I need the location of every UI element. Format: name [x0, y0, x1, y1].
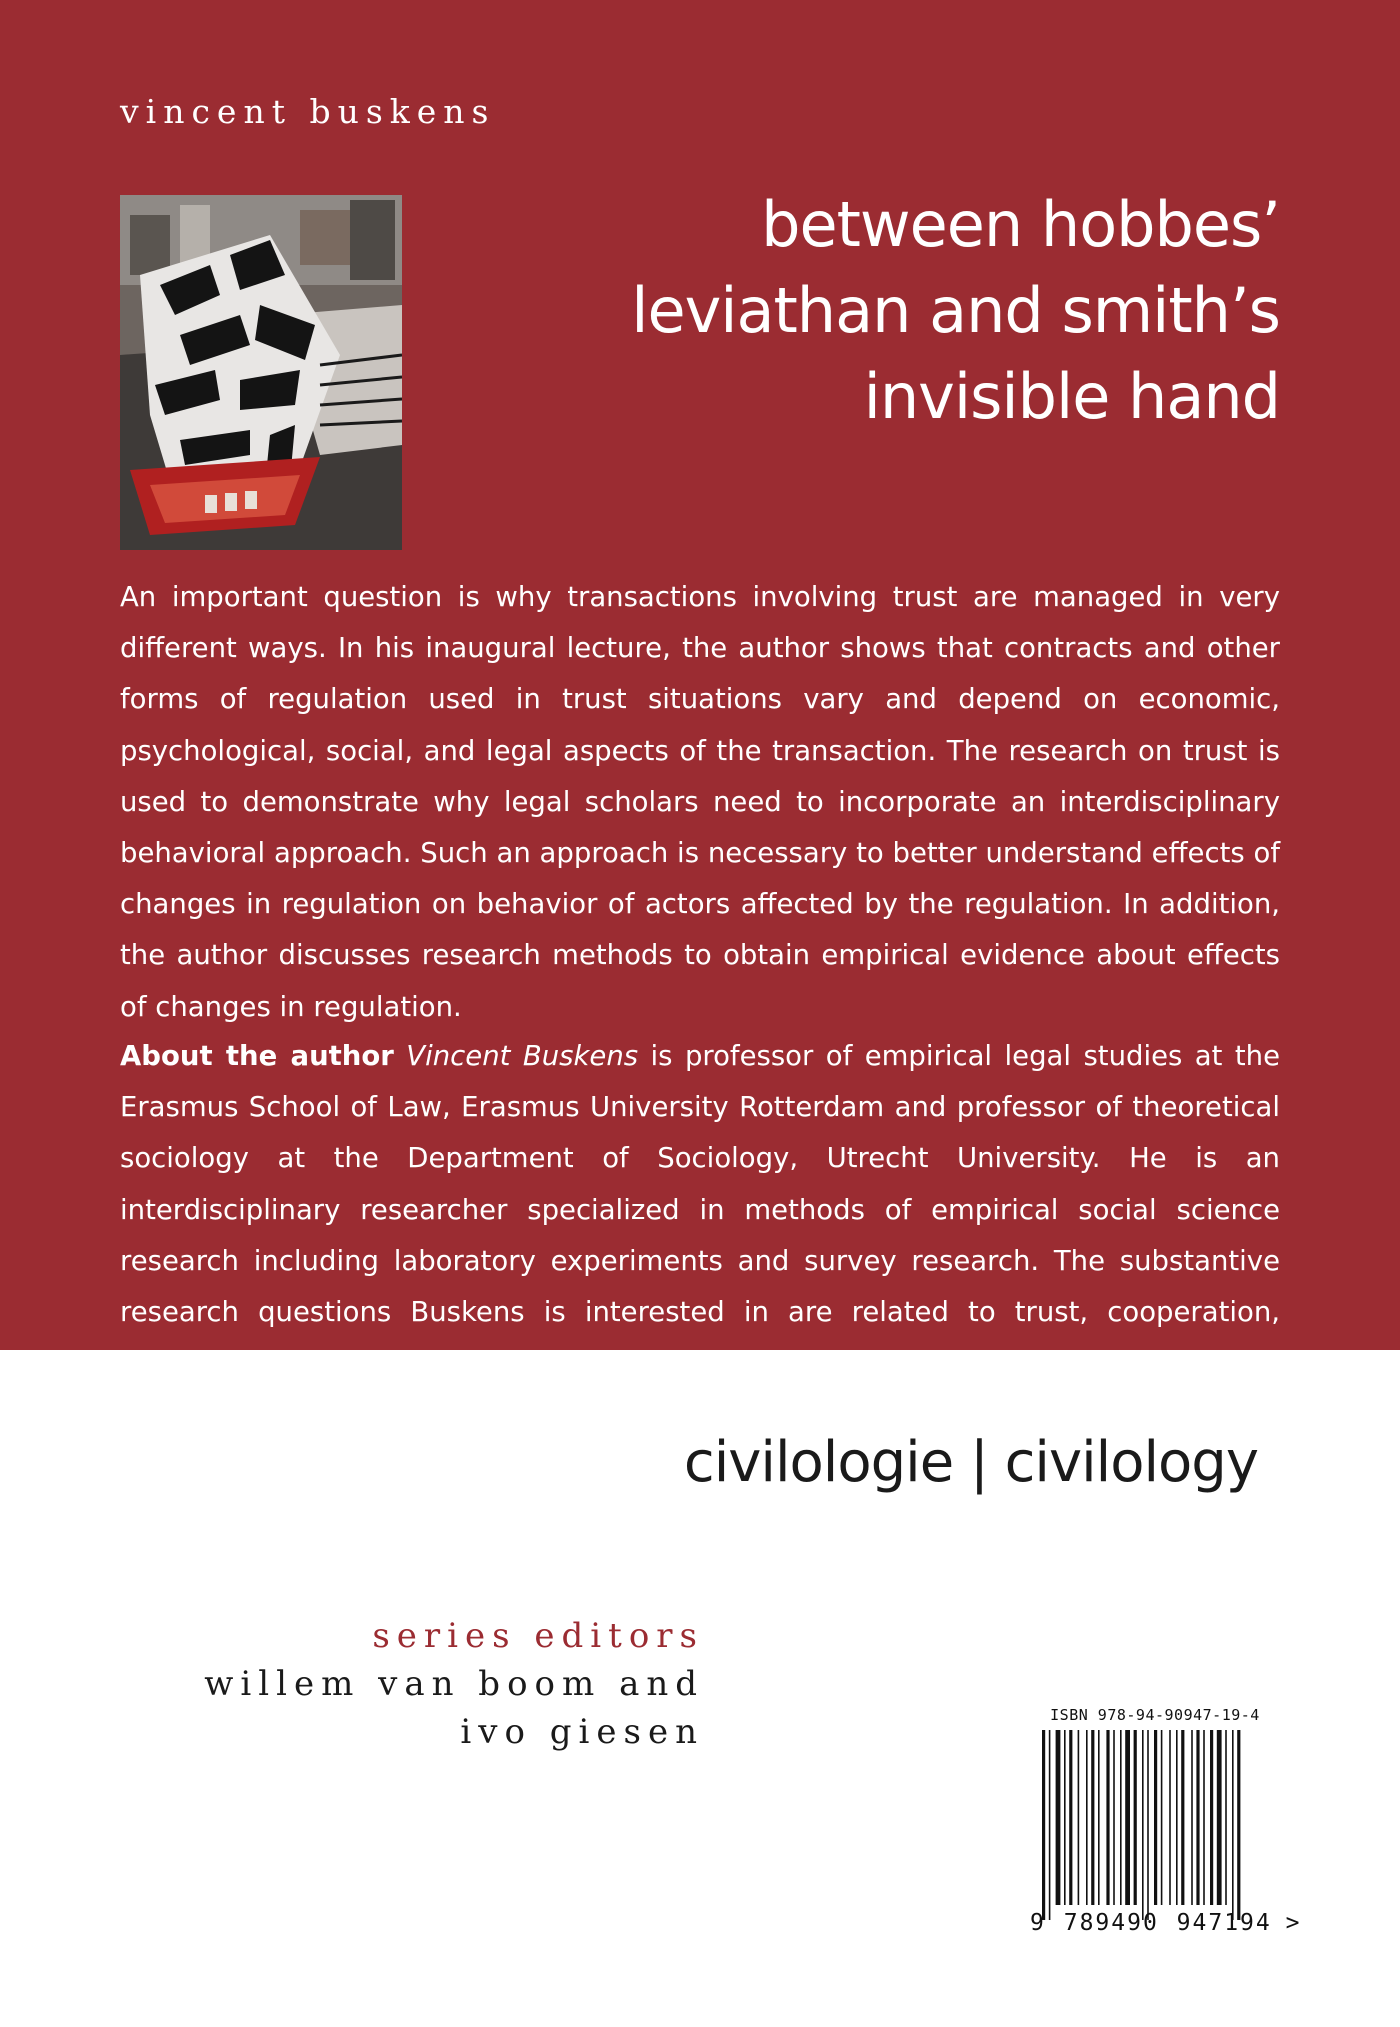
- barcode-bar: [1113, 1730, 1115, 1905]
- barcode-bar: [1098, 1730, 1100, 1905]
- barcode-bar: [1217, 1730, 1222, 1905]
- barcode-bar: [1161, 1730, 1163, 1905]
- about-author: [120, 1031, 1280, 1389]
- barcode-bar: [1106, 1730, 1109, 1905]
- barcode-bars: [1036, 1730, 1286, 1920]
- series-editors-line: willem van boom and: [204, 1664, 704, 1704]
- barcode-digit-first: 9: [1030, 1910, 1044, 1936]
- barcode-bar: [1203, 1730, 1205, 1905]
- barcode-bar: [1091, 1730, 1094, 1905]
- barcode-bar: [1069, 1730, 1072, 1905]
- barcode-bar: [1169, 1730, 1171, 1905]
- barcode-bar: [1237, 1730, 1240, 1920]
- author-name: vincent buskens: [120, 92, 496, 131]
- about-author-text: is professor of empirical legal studies at the Erasmus School of Law, Erasmus University Rotterdam and professor of theoretical sociology at the Department of Sociology, Utrecht University. He is an interdisciplinary researcher specialized in methods of empirical social science research including laboratory experiments and survey research. The substantive research questions Buskens is interested in are related to trust, cooperation, contracting, and social networks.: [120, 1040, 1280, 1380]
- about-author-label: About the author: [120, 1040, 394, 1072]
- book-title: [520, 182, 1280, 440]
- barcode-bar: [1210, 1730, 1213, 1905]
- isbn-number: ISBN 978-94-90947-19-4: [1050, 1706, 1260, 1724]
- barcode-bar: [1191, 1730, 1193, 1905]
- barcode-bar: [1196, 1730, 1199, 1905]
- barcode-bar: [1049, 1730, 1051, 1920]
- barcode-bar: [1056, 1730, 1061, 1905]
- title-line: leviathan and smith’s: [631, 274, 1280, 347]
- barcode-digit-group: 947194: [1176, 1910, 1272, 1936]
- barcode-bar: [1134, 1730, 1137, 1905]
- barcode-bar: [1064, 1730, 1066, 1905]
- title-line: invisible hand: [863, 360, 1280, 433]
- barcode-bar: [1225, 1730, 1227, 1905]
- barcode-bar: [1078, 1730, 1080, 1905]
- cover-artwork-image: [120, 195, 402, 550]
- book-description: An important question is why transactions involving trust are managed in very different ways. In his inaugural lecture, the author shows that contracts and other forms of regulation used in trust situations vary and depend on economic, psychological, social, and legal aspects of the transaction. The research on trust is used to demonstrate why legal scholars need to incorporate an interdisciplinary behavioral approach. Such an approach is necessary to better understand effects of changes in regulation on behavior of actors affected by the regulation. In addition, the author discusses research methods to obtain empirical evidence about effects of changes in regulation.: [120, 581, 1280, 1023]
- series-editors-line: ivo giesen: [460, 1712, 704, 1752]
- series-editors: [120, 1612, 704, 1756]
- barcode-bar: [1232, 1730, 1234, 1920]
- barcode-bar: [1086, 1730, 1088, 1905]
- barcode-digit-group: 789490: [1063, 1910, 1159, 1936]
- series-editors-label: series editors: [372, 1616, 704, 1656]
- about-author-name: Vincent Buskens: [406, 1040, 639, 1072]
- barcode-bar: [1147, 1730, 1149, 1920]
- barcode-bar: [1142, 1730, 1144, 1920]
- barcode-bar: [1176, 1730, 1178, 1905]
- barcode-bar: [1042, 1730, 1045, 1920]
- barcode-bar: [1181, 1730, 1184, 1905]
- barcode-digit-end: >: [1285, 1910, 1300, 1936]
- series-name: civilologie | civilology: [683, 1430, 1258, 1495]
- isbn-barcode: [1030, 1706, 1300, 1946]
- barcode-bar: [1120, 1730, 1122, 1905]
- barcode-digits: [1030, 1910, 1300, 1936]
- barcode-bar: [1154, 1730, 1157, 1905]
- barcode-bar: [1125, 1730, 1130, 1905]
- title-line: between hobbes’: [761, 188, 1280, 261]
